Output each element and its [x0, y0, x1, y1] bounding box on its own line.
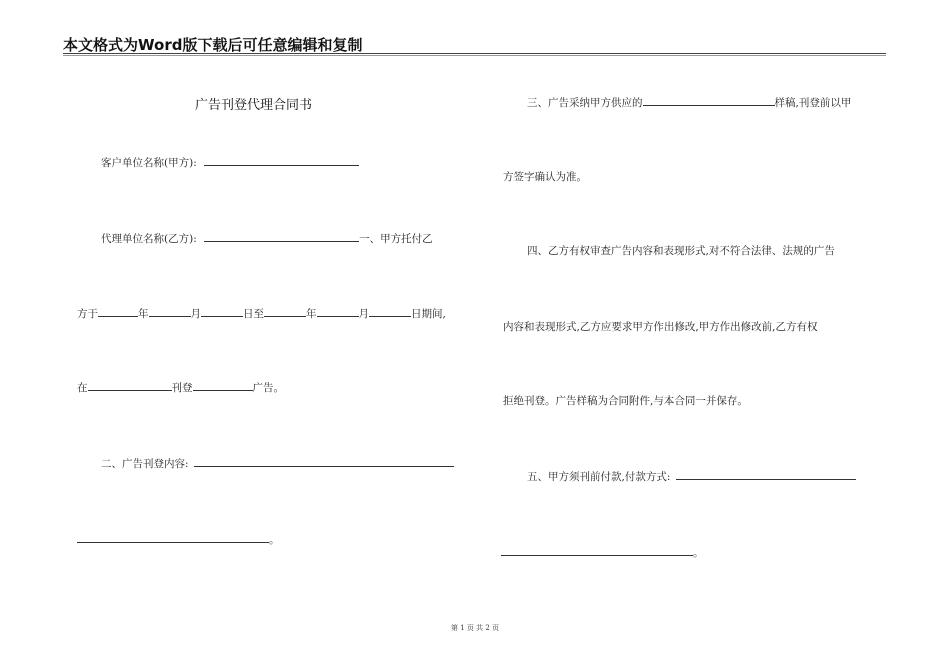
clause4-line-2: 内容和表现形式,乙方应要求甲方作出修改,甲方作出修改前,乙方有权 — [503, 321, 818, 333]
clause4-line-3: 拒绝刊登。广告样稿为合同附件,与本合同一并保存。 — [503, 395, 748, 407]
month-blank-1 — [149, 305, 191, 317]
clause3-prefix: 三、广告采纳甲方供应的 — [527, 97, 643, 109]
client-name-line — [101, 154, 359, 170]
clause5-cont-line — [501, 544, 704, 560]
year-blank-1 — [98, 305, 138, 317]
clause3-suffix: 样稿,刊登前以甲 — [774, 97, 852, 109]
year-blank-2 — [264, 305, 306, 317]
media-blank — [88, 379, 172, 391]
client-name-label: 客户单位名称(甲方): — [101, 157, 197, 169]
publish-line — [77, 379, 284, 395]
sample-blank — [643, 94, 775, 106]
client-name-blank — [204, 154, 359, 166]
publish-prefix: 在 — [77, 382, 88, 394]
publish-label: 刊登 — [171, 382, 193, 394]
payment-method-blank — [676, 468, 856, 480]
ad-label: 广告。 — [252, 382, 284, 394]
clause2-cont-line — [77, 531, 280, 547]
month-label-1: 月 — [190, 308, 201, 320]
agent-name-blank — [204, 230, 359, 242]
clause3-line — [527, 94, 851, 110]
ad-content-blank-cont — [77, 531, 269, 543]
year-label-2: 年 — [306, 308, 317, 320]
clause2-end: 。 — [269, 534, 280, 546]
page-number: 第 1 页 共 2 页 — [450, 624, 500, 632]
header-divider — [63, 53, 886, 54]
ad-content-blank — [194, 455, 454, 467]
date-prefix: 方于 — [77, 308, 98, 320]
clause2-label: 二、广告刊登内容: — [101, 458, 189, 470]
month-blank-2 — [317, 305, 359, 317]
ad-type-blank — [193, 379, 253, 391]
month-label-2: 月 — [358, 308, 369, 320]
clause4-line-1: 四、乙方有权审查广告内容和表现形式,对不符合法律、法规的广告 — [527, 245, 835, 257]
clause3-cont: 方签字确认为准。 — [503, 171, 587, 183]
day-blank-1 — [201, 305, 243, 317]
clause5-end: 。 — [693, 547, 704, 559]
header-divider-secondary — [63, 55, 886, 56]
clause5-line — [527, 468, 856, 484]
payment-method-blank-cont — [501, 544, 693, 556]
agent-name-label: 代理单位名称(乙方): — [101, 233, 197, 245]
clause2-line — [101, 455, 454, 471]
clause1-start: 一、甲方托付乙 — [359, 233, 433, 245]
date-period-line — [77, 305, 446, 321]
day-period-label: 日期间, — [411, 308, 446, 320]
year-label-1: 年 — [138, 308, 149, 320]
contract-title: 广告刊登代理合同书 — [195, 98, 313, 113]
day-blank-2 — [369, 305, 411, 317]
day-to-label: 日至 — [243, 308, 264, 320]
agent-name-line — [101, 230, 433, 246]
clause5-label: 五、甲方须刊前付款,付款方式: — [527, 471, 671, 483]
document-header-title: 本文格式为Word版下载后可任意编辑和复制 — [63, 36, 363, 54]
